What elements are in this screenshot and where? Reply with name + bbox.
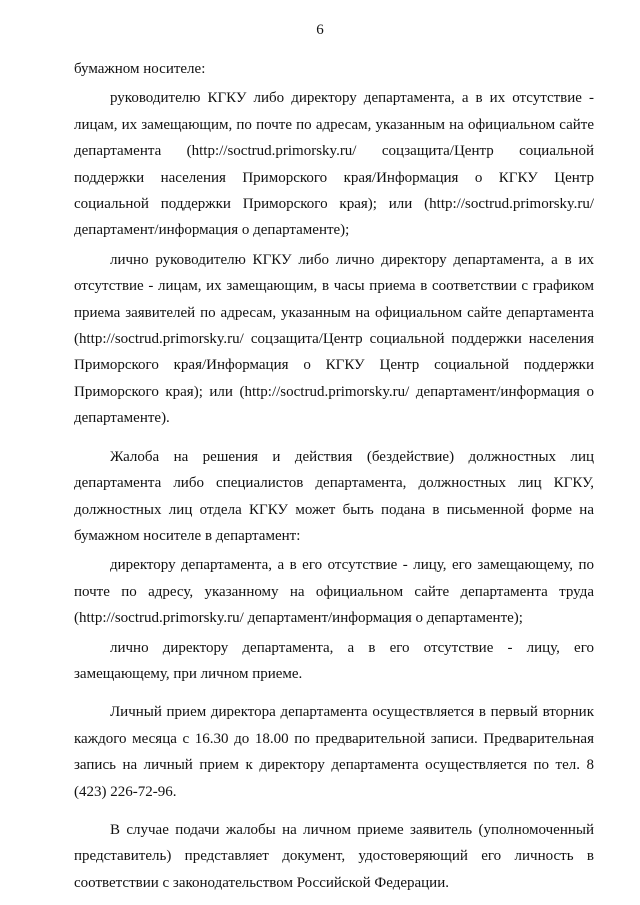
paragraph-postal-to-director: директору департамента, а в его отсутствие - лицу, его замещающему, по почте по адресу, указанному на официальном сайте департамента труда (http://soctrud.primorsky.ru/ департамент/информация о департаменте); [74, 557, 594, 627]
paragraph-identity-document: В случае подачи жалобы на личном приеме заявитель (уполномоченный представитель) представляет документ, удостоверяющий его личность в соответствии с законодательством Российской Федерации. [74, 821, 594, 891]
paragraph-postal-to-head: руководителю КГКУ либо директору департамента, а в их отсутствие - лицам, их замещающим, по почте по адресам, указанным на официальном сайте департамента (http://soctrud.primorsky.ru/ соцзащита/Центр социальной поддержки населения Приморского края/Информация о КГКУ Центр социальной поддержки Приморского края); или (http://soctrud.primorsky.ru/ департамент/информация о департаменте); [74, 90, 594, 239]
paragraph-continuation: бумажном носителе: [74, 61, 206, 77]
paragraph-in-person-to-director: лично директору департамента, а в его отсутствие - лицу, его замещающему, при личном приеме. [74, 639, 594, 682]
page-number: 6 [316, 22, 324, 38]
paragraph-in-person-to-head: лично руководителю КГКУ либо лично директору департамента, а в их отсутствие - лицам, их замещающим, в часы приема в соответствии с графиком приема заявителей по адресам, указанным на официальном сайте департамента (http://soctrud.primorsky.ru/ соцзащита/Центр социальной поддержки населения Приморского края/Информация о КГКУ Центр социальной поддержки Приморского края); или (http://soctrud.primorsky.ru/ департамент/информация о департаменте). [74, 251, 594, 427]
paragraph-complaint-department: Жалоба на решения и действия (бездействие) должностных лиц департамента либо специалистов департамента, должностных лиц КГКУ, должностных лиц отдела КГКУ может быть подана в письменной форме на бумажном носителе в департамент: [74, 448, 594, 544]
paragraph-reception-schedule: Личный прием директора департамента осуществляется в первый вторник каждого месяца с 16.30 до 18.00 по предварительной записи. Предварительная запись на личный прием к директору департамента осуществляется по тел. 8 (423) 226-72-96. [74, 704, 594, 800]
document-body [74, 56, 594, 899]
